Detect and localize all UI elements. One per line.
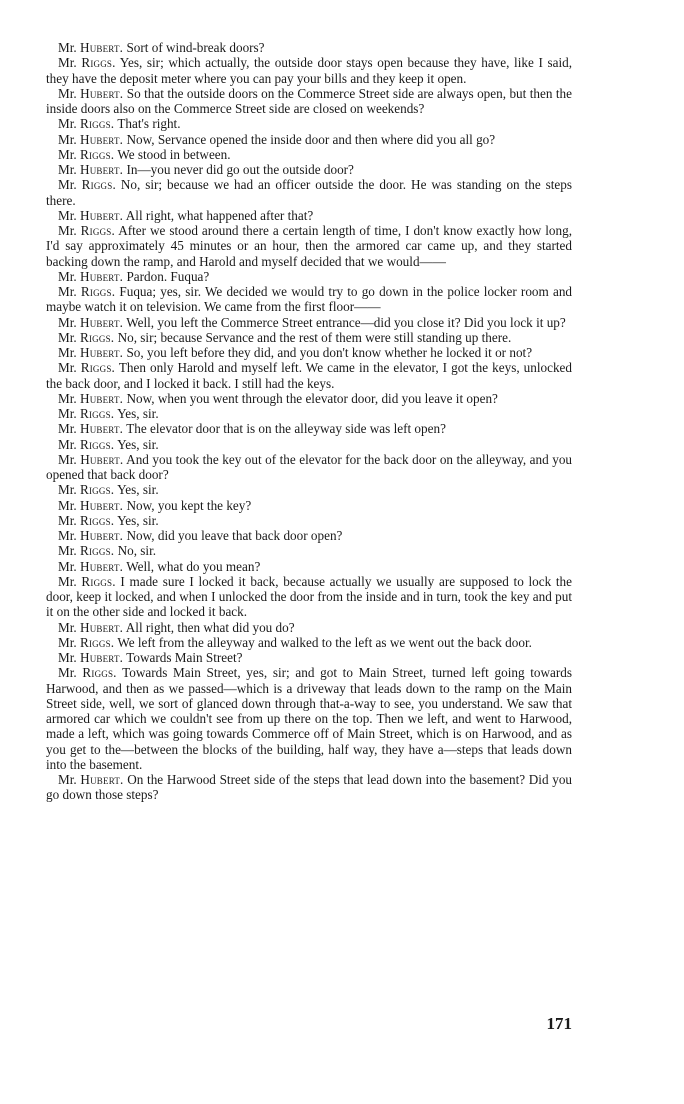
speaker-name: Riggs. [79, 436, 115, 452]
speaker-name: Hubert. [79, 619, 124, 635]
testimony-text: No, sir; because we had an officer outside the door. He was standing on the steps there. [46, 177, 573, 208]
transcript-paragraph [46, 345, 572, 360]
testimony-text: All right, then what did you do? [125, 619, 295, 635]
honorific: Mr. [58, 436, 77, 452]
speaker-name: Hubert. [79, 390, 124, 406]
honorific: Mr. [58, 451, 77, 467]
speaker-name: Riggs. [79, 116, 115, 132]
honorific: Mr. [58, 543, 77, 559]
honorific: Mr. [58, 406, 77, 421]
speaker-name: Hubert. [79, 650, 124, 665]
testimony-text: The elevator door that is on the alleyway side was left open? [126, 421, 446, 437]
transcript-paragraph [46, 132, 572, 147]
speaker-name: Hubert. [79, 314, 124, 330]
honorific: Mr. [58, 573, 77, 589]
honorific: Mr. [58, 558, 77, 574]
testimony-text: We stood in between. [117, 146, 231, 162]
testimony-text: All right, what happened after that? [125, 207, 314, 223]
honorific: Mr. [58, 131, 77, 147]
honorific: Mr. [58, 390, 77, 406]
transcript-paragraph [46, 665, 572, 772]
testimony-text: Towards Main Street? [126, 650, 243, 665]
speaker-name: Riggs. [79, 329, 115, 345]
transcript-paragraph [46, 55, 572, 86]
transcript-paragraph [46, 315, 572, 330]
testimony-text: Well, what do you mean? [126, 558, 261, 574]
testimony-text: After we stood around there a certain length of time, I don't know exactly how long, I'd say approximately 45 minutes or an hour, then the armored car came up, and they started backing down the ramp, and Harold and myself decided that we would—— [46, 223, 572, 269]
honorific: Mr. [58, 482, 77, 498]
transcript-paragraph [46, 452, 572, 483]
transcript-paragraph [46, 528, 572, 543]
testimony-text: Yes, sir. [117, 406, 159, 421]
honorific: Mr. [58, 329, 77, 345]
transcript-paragraph [46, 116, 572, 131]
speaker-name: Hubert. [80, 772, 124, 787]
transcript-paragraph [46, 482, 572, 497]
honorific: Mr. [58, 223, 77, 238]
speaker-name: Hubert. [79, 345, 124, 360]
speaker-name: Hubert. [80, 451, 124, 467]
testimony-text: No, sir; because Servance and the rest of them were still standing up there. [117, 329, 512, 345]
testimony-text: Yes, sir. [117, 436, 159, 452]
honorific: Mr. [58, 497, 77, 513]
testimony-text: On the Harwood Street side of the steps that lead down into the basement? Did you go down those steps? [46, 772, 573, 803]
speaker-name: Riggs. [79, 543, 115, 559]
honorific: Mr. [58, 40, 77, 55]
honorific: Mr. [58, 345, 77, 360]
speaker-name: Hubert. [79, 528, 124, 543]
testimony-text: That's right. [117, 116, 181, 132]
testimony-text: No, sir. [117, 543, 157, 559]
transcript-paragraph [46, 330, 572, 345]
honorific: Mr. [58, 268, 77, 284]
honorific: Mr. [58, 207, 77, 223]
testimony-text: Now, you kept the key? [126, 497, 252, 513]
transcript-paragraph [46, 437, 572, 452]
testimony-text: Yes, sir; which actually, the outside door stays open because they have, like I said, they have the deposit meter where you can pay your bills and they keep it open. [46, 55, 573, 86]
speaker-name: Riggs. [80, 223, 115, 238]
testimony-text: I made sure I locked it back, because actually we usually are supposed to lock the door, keep it locked, and when I unlocked the door from the inside and in turn, took the key and put it on the other side and locked it back. [46, 573, 573, 620]
testimony-text: Fuqua; yes, sir. We decided we would try to go down in the police locker room and maybe watch it on television. We came from the first floor—— [46, 284, 573, 315]
transcript-paragraph [46, 162, 572, 177]
speaker-name: Hubert. [79, 558, 124, 574]
speaker-name: Riggs. [79, 512, 115, 528]
honorific: Mr. [58, 421, 77, 437]
testimony-text: In—you never did go out the outside door? [126, 162, 354, 177]
testimony-text: Towards Main Street, yes, sir; and got to Main Street, turned left going towards Harwood, and then as we passed—which is a driveway that leads down to the ramp on the Main Street side, well, we sort of glanced down through that-a-way to see, you understand. We saw that armored car which we couldn't see from up there on the top. Then we left, and went to Harwood, made a left, which was going towards Commerce off of Main Street, which is on Harwood, and as you get to the—between the blocks of the building, half way, they have a—steps that leads down into the basement. [46, 665, 572, 772]
speaker-name: Riggs. [79, 146, 115, 162]
testimony-text: We left from the alleyway and walked to the left as we went out the back door. [117, 634, 532, 650]
testimony-text: And you took the key out of the elevator for the back door on the alleyway, and you opened that back door? [46, 451, 573, 482]
testimony-text: Yes, sir. [117, 482, 159, 498]
page-number: 171 [546, 1014, 572, 1033]
honorific: Mr. [58, 177, 77, 193]
testimony-text: Pardon. Fuqua? [126, 268, 210, 284]
transcript-paragraph [46, 223, 572, 269]
transcript-paragraph [46, 543, 572, 558]
honorific: Mr. [58, 162, 77, 177]
transcript-paragraph [46, 620, 572, 635]
transcript-paragraph [46, 269, 572, 284]
transcript-paragraph [46, 391, 572, 406]
transcript-paragraph [46, 772, 572, 803]
speaker-name: Hubert. [79, 162, 124, 177]
transcript-paragraph [46, 360, 572, 391]
transcript-paragraph [46, 147, 572, 162]
honorific: Mr. [58, 116, 77, 132]
honorific: Mr. [58, 512, 77, 528]
transcript-body [46, 40, 572, 803]
transcript-paragraph [46, 513, 572, 528]
speaker-name: Riggs. [79, 634, 115, 650]
transcript-paragraph [46, 284, 572, 315]
honorific: Mr. [58, 85, 77, 101]
speaker-name: Riggs. [79, 406, 115, 421]
transcript-paragraph [46, 177, 572, 208]
transcript-paragraph [46, 559, 572, 574]
transcript-paragraph [46, 421, 572, 436]
speaker-name: Hubert. [79, 497, 124, 513]
honorific: Mr. [58, 55, 77, 71]
speaker-name: Riggs. [81, 573, 116, 589]
speaker-name: Hubert. [79, 268, 124, 284]
testimony-text: So, you left before they did, and you don't know whether he locked it or not? [126, 345, 533, 360]
speaker-name: Riggs. [82, 665, 117, 681]
speaker-name: Hubert. [79, 131, 124, 147]
honorific: Mr. [58, 772, 77, 787]
transcript-paragraph [46, 650, 572, 665]
testimony-text: Sort of wind-break doors? [126, 40, 265, 55]
testimony-text: Now, when you went through the elevator door, did you leave it open? [126, 390, 498, 406]
honorific: Mr. [58, 314, 77, 330]
speaker-name: Riggs. [79, 482, 115, 498]
speaker-name: Riggs. [81, 177, 116, 193]
transcript-paragraph [46, 498, 572, 513]
honorific: Mr. [58, 284, 77, 299]
testimony-text: Well, you left the Commerce Street entrance—did you close it? Did you lock it up? [126, 314, 566, 330]
speaker-name: Riggs. [80, 360, 116, 376]
honorific: Mr. [58, 619, 77, 635]
speaker-name: Hubert. [80, 85, 124, 101]
transcript-paragraph [46, 86, 572, 117]
honorific: Mr. [58, 665, 77, 681]
speaker-name: Riggs. [80, 284, 116, 299]
honorific: Mr. [58, 360, 77, 376]
testimony-text: Yes, sir. [117, 512, 159, 528]
transcript-paragraph [46, 635, 572, 650]
testimony-text: Now, Servance opened the inside door and then where did you all go? [126, 131, 496, 147]
speaker-name: Hubert. [79, 207, 124, 223]
speaker-name: Hubert. [79, 421, 124, 437]
honorific: Mr. [58, 650, 77, 665]
transcript-paragraph [46, 208, 572, 223]
honorific: Mr. [58, 528, 77, 543]
honorific: Mr. [58, 146, 77, 162]
speaker-name: Riggs. [81, 55, 116, 71]
transcript-paragraph [46, 406, 572, 421]
testimony-text: So that the outside doors on the Commerce Street side are always open, but then the inside doors also on the Commerce Street side are closed on weekends? [46, 85, 572, 116]
speaker-name: Hubert. [79, 40, 124, 55]
transcript-paragraph [46, 40, 572, 55]
testimony-text: Now, did you leave that back door open? [126, 528, 343, 543]
testimony-text: Then only Harold and myself left. We came in the elevator, I got the keys, unlocked the back door, and I locked it back. I still had the keys. [46, 360, 573, 391]
transcript-paragraph [46, 574, 572, 620]
honorific: Mr. [58, 634, 77, 650]
